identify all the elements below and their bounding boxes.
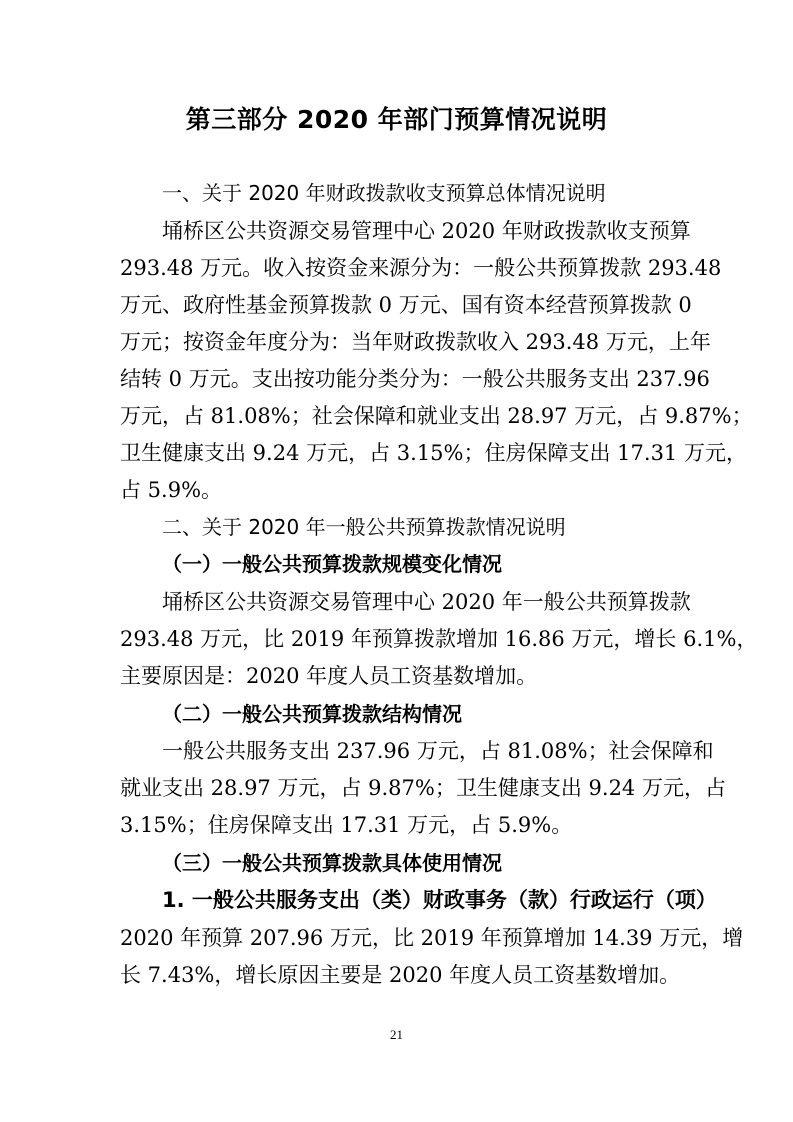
paragraph-line: 293.48 万元。收入按资金来源分为：一般公共预算拨款 293.48 <box>120 256 722 280</box>
paragraph-line: 万元、政府性基金预算拨款 0 万元、国有资本经营预算拨款 0 <box>120 293 692 317</box>
paragraph-line: 长 7.43%，增长原因主要是 2020 年度人员工资基数增加。 <box>120 963 681 987</box>
paragraph-line: 就业支出 28.97 万元，占 9.87%；卫生健康支出 9.24 万元，占 <box>120 776 726 800</box>
paragraph-line: 主要原因是：2020 年度人员工资基数增加。 <box>120 664 538 688</box>
paragraph-line: 2020 年预算 207.96 万元，比 2019 年预算增加 14.39 万元，增 <box>120 926 744 950</box>
paragraph-line: 结转 0 万元。支出按功能分类分为：一般公共服务支出 237.96 <box>120 367 710 391</box>
section-1-heading: 一、关于 2020 年财政拨款收支预算总体情况说明 <box>162 181 606 205</box>
subsection-3-heading: （三）一般公共预算拨款具体使用情况 <box>162 851 502 875</box>
paragraph-line: 一般公共服务支出 237.96 万元，占 81.08%；社会保障和 <box>162 739 714 763</box>
page-number: 21 <box>390 1027 403 1042</box>
paragraph-line: 卫生健康支出 9.24 万元，占 3.15%；住房保障支出 17.31 万元， <box>120 441 747 465</box>
page-title: 第三部分 2020 年部门预算情况说明 <box>185 105 608 134</box>
subsection-2-heading: （二）一般公共预算拨款结构情况 <box>162 702 462 726</box>
paragraph-line: 占 5.9%。 <box>120 478 223 502</box>
paragraph-line: 万元；按资金年度分为：当年财政拨款收入 293.48 万元，上年 <box>120 330 711 354</box>
paragraph-line: 万元，占 81.08%；社会保障和就业支出 28.97 万元，占 9.87%； <box>120 404 753 428</box>
subsection-1-heading: （一）一般公共预算拨款规模变化情况 <box>162 552 502 576</box>
paragraph-line: 埇桥区公共资源交易管理中心 2020 年财政拨款收支预算 <box>162 219 691 243</box>
paragraph-line: 293.48 万元，比 2019 年预算拨款增加 16.86 万元，增长 6.1%， <box>120 627 758 651</box>
paragraph-line: 3.15%；住房保障支出 17.31 万元，占 5.9%。 <box>120 813 573 837</box>
section-2-heading: 二、关于 2020 年一般公共预算拨款情况说明 <box>162 515 566 539</box>
paragraph-line: 埇桥区公共资源交易管理中心 2020 年一般公共预算拨款 <box>162 590 691 614</box>
item-1-heading: 1. 一般公共服务支出（类）财政事务（款）行政运行（项） <box>162 888 717 912</box>
